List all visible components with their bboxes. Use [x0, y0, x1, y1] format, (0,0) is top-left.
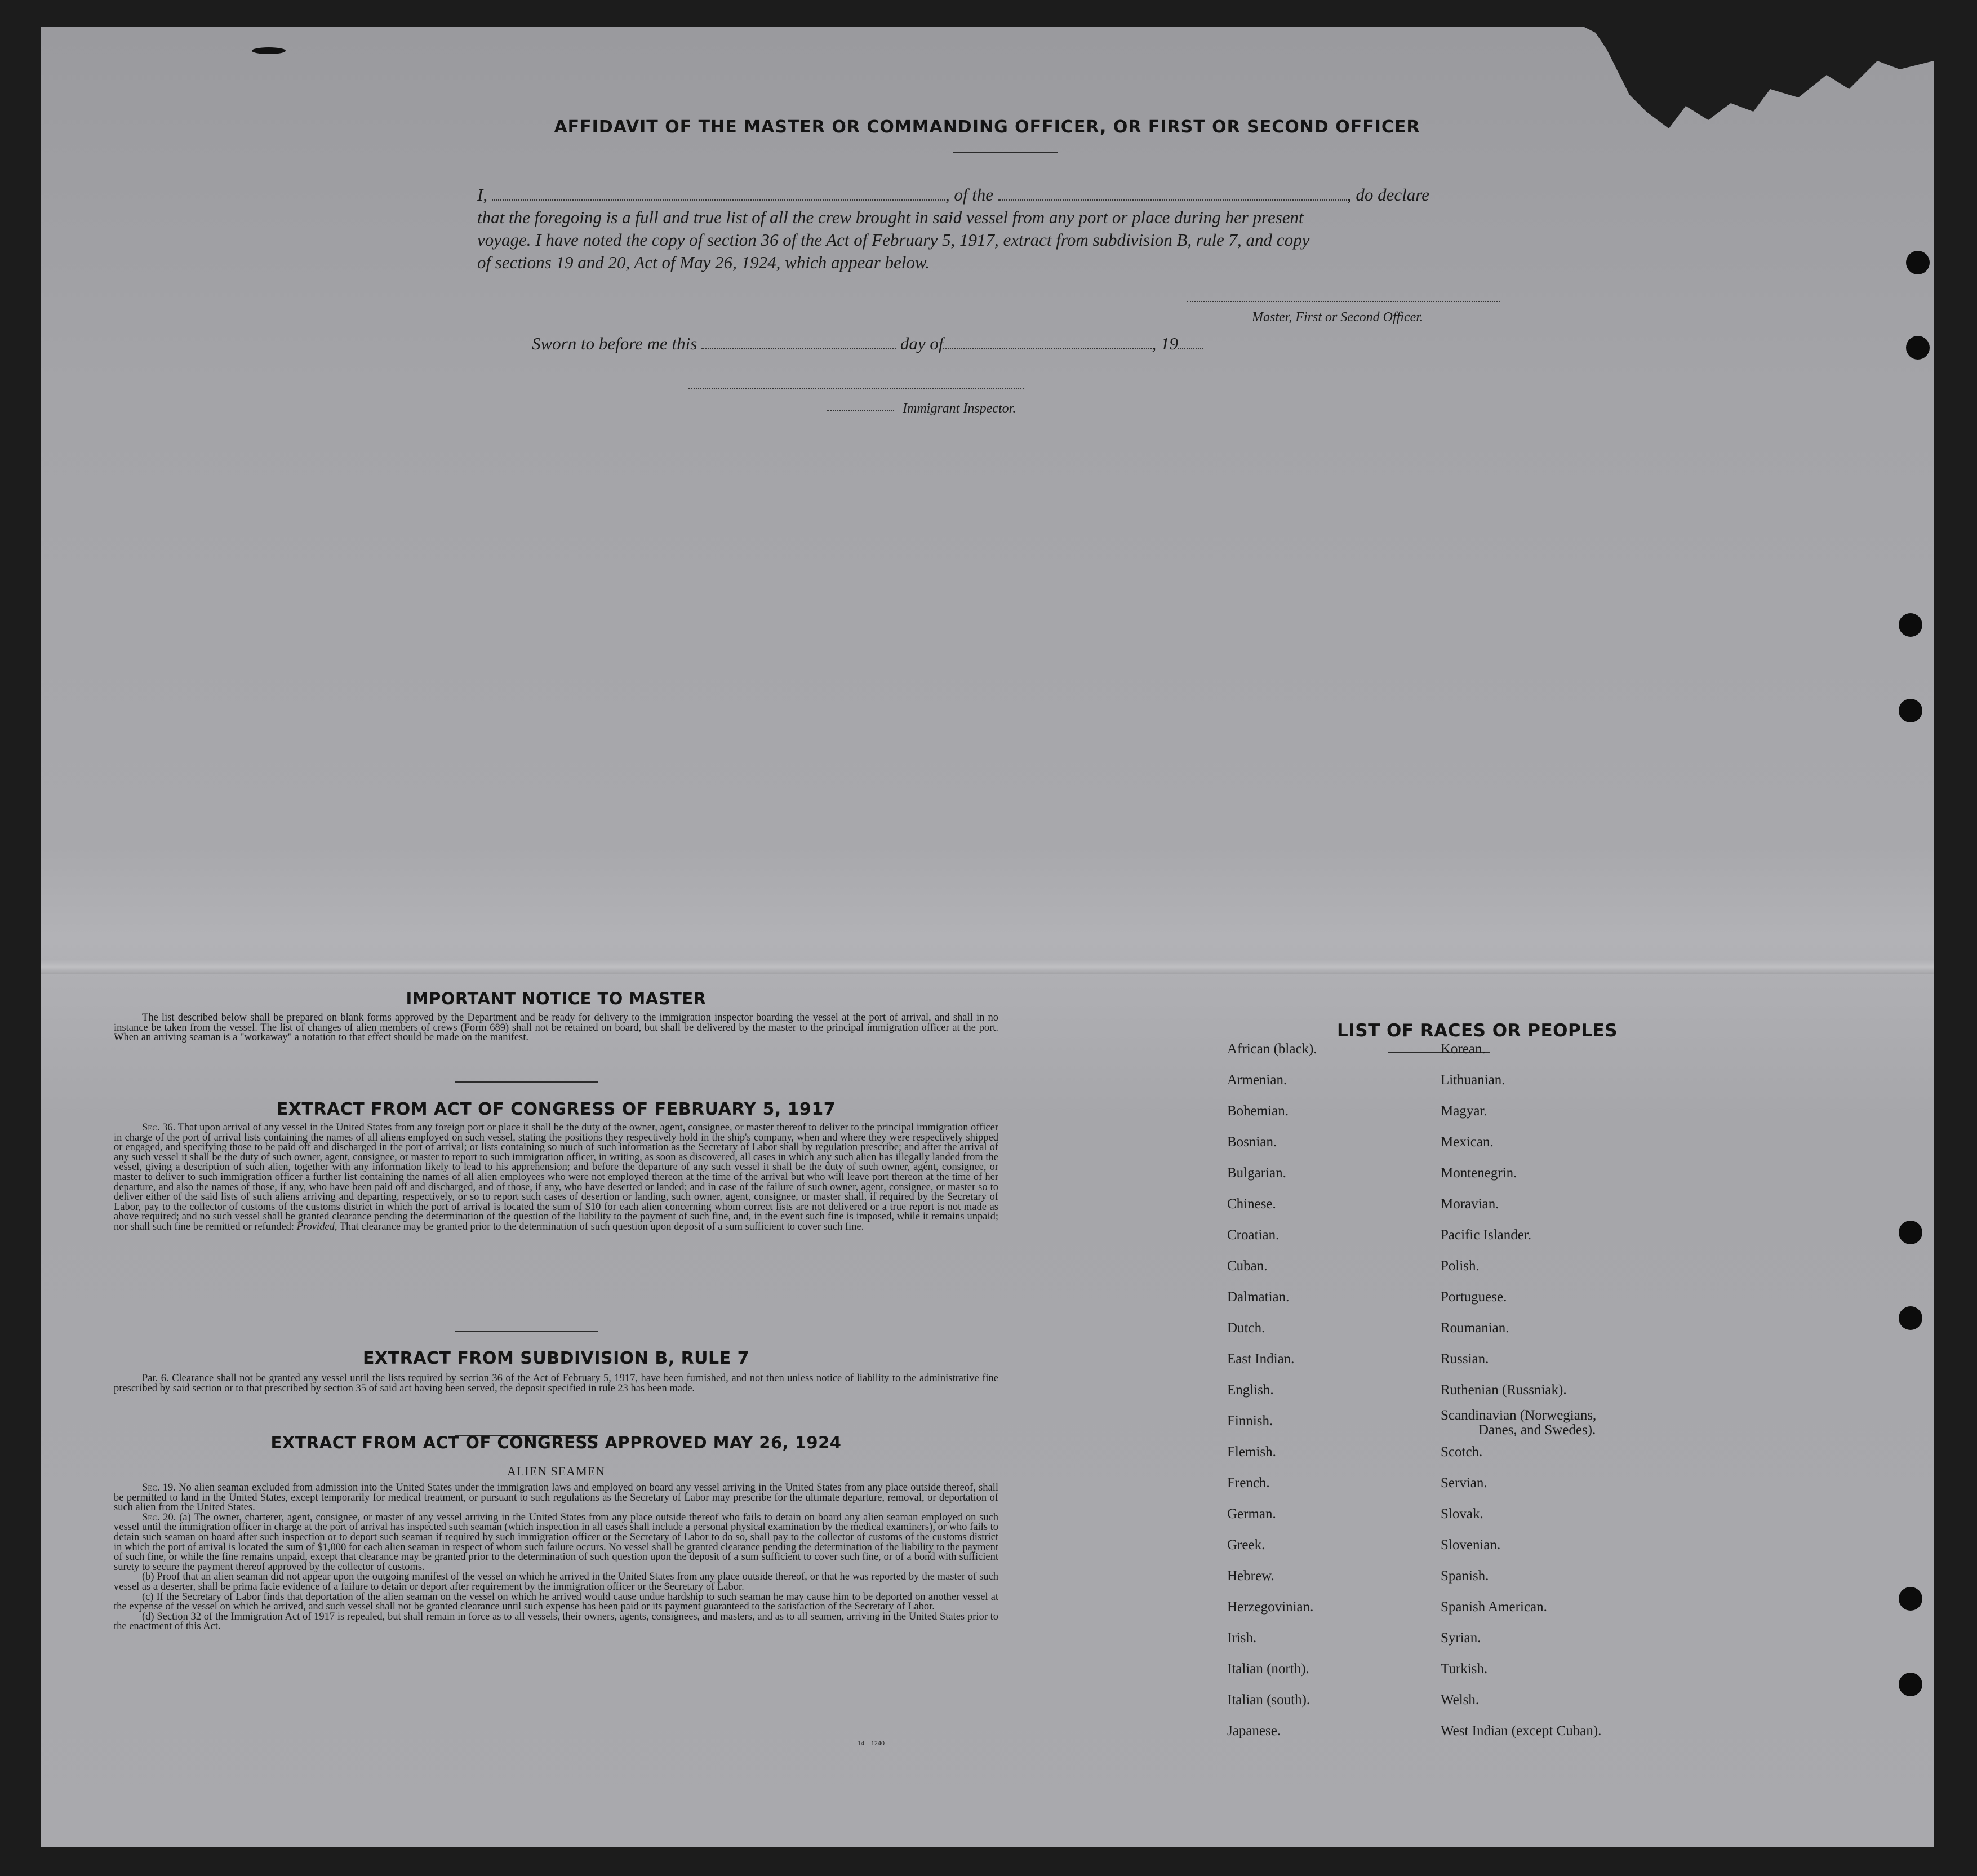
race-col1-item: Bohemian.	[1227, 1103, 1289, 1119]
master-signature-line[interactable]	[1187, 301, 1500, 302]
extract-1924-body	[114, 1483, 998, 1632]
proviso-label: Provided,	[296, 1221, 337, 1232]
race-col1-item: Irish.	[1227, 1630, 1257, 1646]
sec-20a-paragraph	[114, 1513, 998, 1573]
race-col1-item: Croatian.	[1227, 1227, 1280, 1243]
sworn-before-text: Sworn to before me this	[532, 334, 697, 353]
title-rule	[953, 152, 1058, 153]
declaration-line-3: voyage. I have noted the copy of section 36 of the Act of February 5, 1917, extract from subdivision B, rule 7, and copy	[477, 230, 1310, 250]
vessel-blank[interactable]	[998, 186, 1347, 201]
inspector-signature-line[interactable]	[688, 388, 1024, 389]
race-col1-item: Finnish.	[1227, 1413, 1273, 1429]
declaration-of-the: , of the	[945, 185, 994, 205]
race-col2-item: Montenegrin.	[1441, 1165, 1517, 1181]
extract-1924-title: EXTRACT FROM ACT OF CONGRESS APPROVED MAY 26, 1924	[270, 1433, 842, 1452]
sec-36-paragraph	[114, 1123, 998, 1232]
race-col2-item: Pacific Islander.	[1441, 1227, 1532, 1243]
races-title: LIST OF RACES OR PEOPLES	[1336, 1021, 1618, 1041]
sec-20-label: Sec. 20.	[142, 1511, 176, 1523]
punch-hole	[1899, 1306, 1922, 1330]
proviso-text: That clearance may be granted prior to the determination of such question upon deposit of a sum sufficient to cover such fine.	[339, 1221, 864, 1232]
punch-hole	[1906, 251, 1930, 274]
race-col2-item: Welsh.	[1441, 1692, 1480, 1708]
sec-20c-paragraph: (c) If the Secretary of Labor finds that deportation of the alien seaman on the vessel on which he arrived would cause undue hardship to such seaman he may cause him to be deported on another vessel at the expense of the vessel on which he arrived, and such vessel shall not be granted clearance until such expense has been paid or its payment guaranteed to the satisfaction of the Secretary of Labor.	[114, 1591, 998, 1613]
race-col2-item: Lithuanian.	[1441, 1072, 1505, 1088]
race-col2-item: Scandinavian (Norwegians,	[1441, 1408, 1597, 1423]
race-col2-item: Slovak.	[1441, 1506, 1483, 1522]
race-col2-item: Polish.	[1441, 1258, 1480, 1274]
race-col1-item: Armenian.	[1227, 1072, 1287, 1088]
sworn-month-blank[interactable]	[943, 335, 1152, 349]
notice-title: IMPORTANT NOTICE TO MASTER	[406, 989, 707, 1008]
inspector-label: Immigrant Inspector.	[903, 401, 1016, 416]
master-signature-label: Master, First or Second Officer.	[1252, 310, 1423, 325]
race-col1-item: Cuban.	[1227, 1258, 1268, 1274]
alien-seamen-subtitle: ALIEN SEAMEN	[507, 1464, 605, 1478]
race-col1-item: Chinese.	[1227, 1196, 1276, 1212]
race-col2-item: Servian.	[1441, 1475, 1487, 1491]
paper-fold	[41, 960, 1934, 974]
race-col1-item: Japanese.	[1227, 1723, 1281, 1738]
race-col1-item: Dutch.	[1227, 1320, 1265, 1336]
race-col2-item: Portuguese.	[1441, 1289, 1507, 1305]
sec-20b-paragraph: (b) Proof that an alien seaman did not appear upon the outgoing manifest of the vessel on which he arrived in the United States from any place outside thereof, or that he was reported by the master of such vessel as a deserter, shall be prima facie evidence of a failure to detain or deport after requirement by the immigration officer or the Secretary of Labor.	[114, 1571, 998, 1593]
race-col2-item: Slovenian.	[1441, 1537, 1501, 1553]
race-col2-item: Spanish.	[1441, 1568, 1489, 1584]
punch-hole	[1899, 1221, 1922, 1244]
sec-19-label: Sec. 19.	[142, 1482, 176, 1493]
race-col2-item-continued: Danes, and Swedes).	[1478, 1422, 1596, 1438]
sworn-year-prefix: , 19	[1152, 334, 1178, 353]
race-col1-item: German.	[1227, 1506, 1276, 1522]
race-col2-item: Ruthenian (Russniak).	[1441, 1382, 1567, 1398]
race-col2-item: Mexican.	[1441, 1134, 1494, 1150]
declaration-do-declare: , do declare	[1347, 185, 1429, 205]
race-col1-item: Herzegovinian.	[1227, 1599, 1314, 1615]
sworn-day-of-text: day of	[900, 334, 944, 353]
name-blank[interactable]	[492, 186, 945, 201]
document-sheet	[41, 27, 1934, 1847]
race-col2-item: Syrian.	[1441, 1630, 1481, 1646]
notice-paragraph: The list described below shall be prepared on blank forms approved by the Department and be ready for delivery to the immigration inspector boarding the vessel at the port of arrival, and shall in no instance be taken from the vessel. The list of changes of alien members of crews (Form 689) shall not be retained on board, but shall be delivered by the master to the principal immigration officer at the port. When an arriving seaman is a "workaway" a notation to that effect should be made on the manifest.	[114, 1012, 998, 1044]
race-col2-item: Magyar.	[1441, 1103, 1487, 1119]
sworn-day-blank[interactable]	[701, 335, 896, 349]
extract-1917-body	[114, 1123, 998, 1232]
par-6-paragraph: Par. 6. Clearance shall not be granted any vessel until the lists required by section 36 of the Act of February 5, 1917, have been furnished, and not then unless notice of liability to the administrative fine prescribed by said section or to that prescribed by section 35 of said act having been served, the deposit specified in rule 23 has been made.	[114, 1373, 998, 1394]
race-col1-item: Italian (south).	[1227, 1692, 1310, 1708]
race-col1-item: East Indian.	[1227, 1351, 1295, 1367]
race-col2-item: Korean.	[1441, 1041, 1486, 1057]
notice-body	[114, 1013, 998, 1043]
rule-7-body	[114, 1374, 998, 1394]
punch-hole	[1906, 336, 1930, 360]
declaration-i: I,	[477, 185, 488, 205]
race-col1-item: African (black).	[1227, 1041, 1317, 1057]
sworn-year-blank[interactable]	[1178, 335, 1203, 349]
sec-36-text: That upon arrival of any vessel in the United States from any foreign port or place it shall be the duty of the owner, agent, consignee, or master thereof to deliver to the principal immigration officer in charge of the port of arrival lists containing the names of all aliens employed on such vessel, stating the positions they respectively hold in the ship's company, when and where they were respectively shipped or engaged, and specifying those to be paid off and discharged in the port of arrival; or lists containing so much of such information as the Secretary of Labor shall by regulation prescribe; and after the arrival of any such vessel it shall be the duty of such owner, agent, consignee, or master to report to such immigration officer, in writing, as soon as discovered, all cases in which any such alien has illegally landed from the vessel, giving a description of such alien, together with any information likely to lead to his apprehension; and before the departure of any such vessel it shall be the duty of such owner, agent, consignee, or master to deliver to such immigration officer a further list containing the names of all alien employees who were not employed thereon at the time of the arrival but who will leave port thereon at the time of her departure, and also the names of those, if any, who have been paid off and discharged, and of those, if any, who have deserted or landed; and in case of the failure of such owner, agent, consignee, or master so to deliver either of the said lists of such aliens arriving and departing, respectively, or so to report such cases of desertion or landing, such owner, agent, consignee, or master shall, if required by the Secretary of Labor, pay to the collector of customs of the customs district in which the port of arrival is located the sum of $10 for each alien concerning whom correct lists are not delivered or a true report is not made as above required; and no such vessel shall be granted clearance pending the determination of the question of the liability to the payment of such fine, and, in the event such fine is imposed, while it remains unpaid; nor shall such fine be remitted or refunded:	[114, 1122, 998, 1232]
extract-1917-rule	[455, 1331, 598, 1332]
inspector-short-line	[827, 410, 894, 411]
torn-corner	[1584, 27, 1934, 157]
affidavit-title: AFFIDAVIT OF THE MASTER OR COMMANDING OFFICER, OR FIRST OR SECOND OFFICER	[554, 117, 1420, 137]
race-col1-item: Italian (north).	[1227, 1661, 1309, 1677]
race-col1-item: French.	[1227, 1475, 1270, 1491]
race-col2-item: Spanish American.	[1441, 1599, 1547, 1615]
sec-20a-text: (a) The owner, charterer, agent, consignee, or master of any vessel arriving in the United States from any place outside thereof who fails to detain on board any alien seaman employed on such vessel until the immigration officer in charge at the port of arrival has inspected such seaman (which inspection in all cases shall include a personal physical examination by the medical examiners), or who fails to detain such seaman on board after such inspection or to deport such seaman if required by such immigration officer or the Secretary of Labor to do so, shall pay to the collector of customs of the customs district in which the port of arrival is located the sum of $1,000 for each alien seaman in respect of whom such failure occurs. No vessel shall be granted clearance pending the determination of the liability to the payment of such fine, or while the fine remains unpaid, except that clearance may be granted prior to the determination of such question upon the deposit of a sum sufficient to cover such fine, or of a bond with sufficient surety to secure the payment thereof approved by the collector of customs.	[114, 1511, 999, 1573]
race-col1-item: Hebrew.	[1227, 1568, 1274, 1584]
ink-smudge	[252, 47, 286, 54]
sworn-line	[532, 332, 1636, 355]
punch-hole	[1899, 1587, 1922, 1611]
race-col1-item: Bosnian.	[1227, 1134, 1277, 1150]
sec-36-label: Sec. 36.	[142, 1122, 176, 1133]
punch-hole	[1899, 613, 1922, 637]
declaration-line-2: that the foregoing is a full and true list of all the crew brought in said vessel from any port or place during her present	[477, 207, 1304, 227]
extract-1917-title: EXTRACT FROM ACT OF CONGRESS OF FEBRUARY 5, 1917	[276, 1099, 836, 1119]
race-col2-item: Scotch.	[1441, 1444, 1483, 1460]
race-col1-item: Dalmatian.	[1227, 1289, 1290, 1305]
sec-19-text: No alien seaman excluded from admission into the United States under the immigration laws and employed on board any vessel arriving in the United States from any place outside thereof, shall be permitted to land in the United States, except temporarily for medical treatment, or pursuant to such regulations as the Secretary of Labor may prescribe for the ultimate departure, removal, or deportation of such alien from the United States.	[114, 1482, 998, 1514]
declaration-line-4: of sections 19 and 20, Act of May 26, 1924, which appear below.	[477, 252, 930, 272]
punch-hole	[1899, 699, 1922, 722]
race-col2-item: Roumanian.	[1441, 1320, 1509, 1336]
race-col1-item: Greek.	[1227, 1537, 1265, 1553]
race-col2-item: Moravian.	[1441, 1196, 1499, 1212]
rule-7-title: EXTRACT FROM SUBDIVISION B, RULE 7	[363, 1349, 749, 1368]
race-col2-item: Turkish.	[1441, 1661, 1488, 1677]
race-col2-item: Russian.	[1441, 1351, 1489, 1367]
sec-20d-paragraph: (d) Section 32 of the Immigration Act of 1917 is repealed, but shall remain in force as to all vessels, their owners, agents, consignees, and masters, and as to all seamen, arriving in the United States prior to the enactment of this Act.	[114, 1611, 998, 1633]
form-number: 14—1240	[858, 1739, 885, 1747]
sec-19-paragraph	[114, 1483, 998, 1513]
race-col1-item: Flemish.	[1227, 1444, 1276, 1460]
race-col2-item: West Indian (except Cuban).	[1441, 1723, 1602, 1738]
punch-hole	[1899, 1673, 1922, 1696]
race-col1-item: Bulgarian.	[1227, 1165, 1286, 1181]
notice-rule	[455, 1081, 598, 1083]
declaration-line-1	[477, 184, 1581, 206]
race-col1-item: English.	[1227, 1382, 1274, 1398]
